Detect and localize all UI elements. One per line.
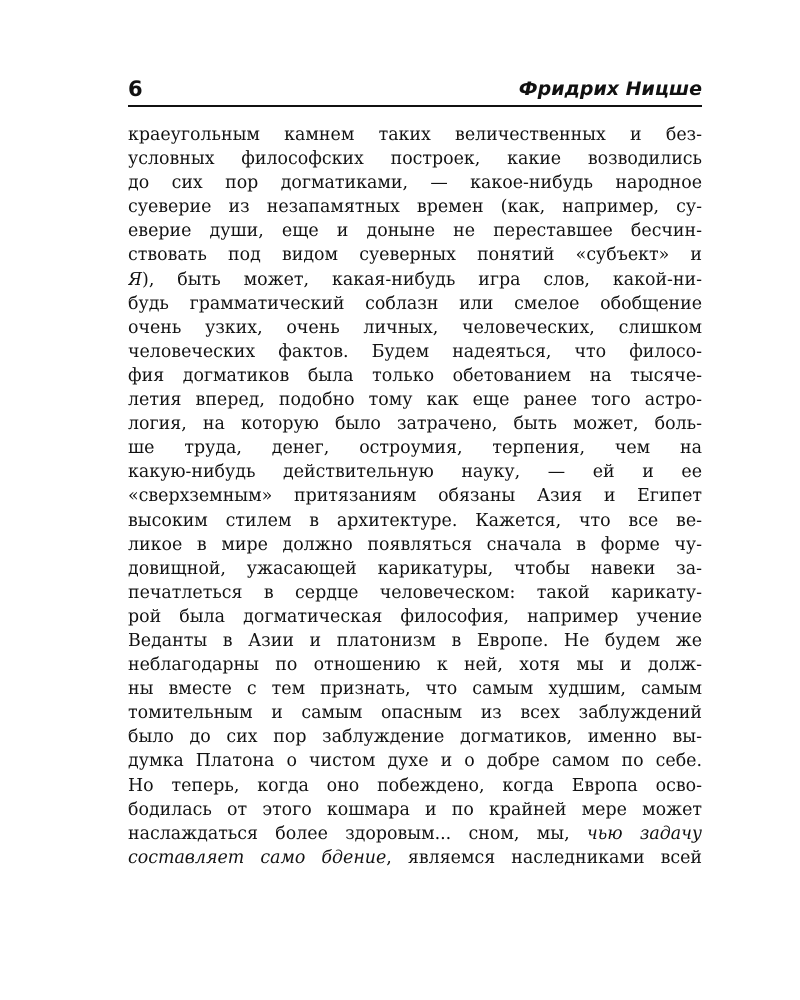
page-header	[128, 76, 702, 106]
text-line: рой была догматическая философия, например учение	[128, 606, 702, 627]
text-line: суеверие из незапамятных времен (как, например, су-	[128, 197, 702, 218]
text-line: томительным и самым опасным из всех заблуждений	[128, 703, 702, 724]
text-line: довищной, ужасающей карикатуры, чтобы навеки за-	[128, 558, 702, 579]
text-line: высоким стилем в архитектуре. Кажется, что все ве-	[128, 510, 702, 531]
body-text	[128, 123, 702, 870]
text-line	[128, 846, 702, 870]
text-line: было до сих пор заблуждение догматиков, именно вы-	[128, 727, 702, 748]
text-line: очень узких, очень личных, человеческих, слишком	[128, 317, 702, 338]
text-line	[128, 268, 702, 292]
text-line: будь грамматический соблазн или смелое обобщение	[128, 293, 702, 314]
text-fragment: наслаждаться более здоровым... сном, мы,	[128, 823, 587, 844]
text-line: неблагодарны по отношению к ней, хотя мы и долж-	[128, 655, 702, 676]
text-line: до сих пор догматиками, — какое-нибудь народное	[128, 173, 702, 194]
text-line: летия вперед, подобно тому как еще ранее того астро-	[128, 390, 702, 411]
running-title: Фридрих Ницше	[518, 78, 702, 100]
italic-text: Я	[128, 269, 143, 290]
text-line: бодилась от этого кошмара и по крайней мере может	[128, 799, 702, 820]
text-line: условных философских построек, какие возводились	[128, 149, 702, 170]
text-line: печатлеться в сердце человеческом: такой карикату-	[128, 582, 702, 603]
text-line: ствовать под видом суеверных понятий «субъект» и	[128, 245, 702, 266]
text-line: «сверхземным» притязаниям обязаны Азия и Египет	[128, 486, 702, 507]
text-line: Веданты в Азии и платонизм в Европе. Не будем же	[128, 630, 702, 651]
text-line: фия догматиков была только обетованием на тысяче-	[128, 365, 702, 386]
text-line: краеугольным камнем таких величественных и без-	[128, 125, 702, 145]
text-line: ше труда, денег, остроумия, терпения, чем на	[128, 438, 702, 459]
text-line: логия, на которую было затрачено, быть может, боль-	[128, 414, 702, 435]
text-line: какую-нибудь действительную науку, — ей и ее	[128, 462, 702, 483]
italic-text: чью задачу	[586, 823, 702, 844]
header-rule	[128, 105, 702, 107]
text-line: ны вместе с тем признать, что самым худшим, самым	[128, 679, 702, 700]
text-line: думка Платона о чистом духе и о добре самом по себе.	[128, 751, 702, 772]
italic-text: составляет само бдение	[128, 847, 387, 868]
text-line: человеческих фактов. Будем надеяться, что филосо-	[128, 341, 702, 362]
text-line: Но теперь, когда оно побеждено, когда Европа осво-	[128, 775, 702, 796]
text-line: еверие души, еще и доныне не переставшее бесчин-	[128, 221, 702, 242]
text-fragment: ), быть может, какая-нибудь игра слов, какой-ни-	[142, 269, 702, 290]
text-line: ликое в мире должно появляться сначала в форме чу-	[128, 534, 702, 555]
page-number: 6	[128, 77, 143, 101]
text-fragment: , являемся наследниками всей	[386, 847, 702, 868]
text-line	[128, 822, 702, 846]
